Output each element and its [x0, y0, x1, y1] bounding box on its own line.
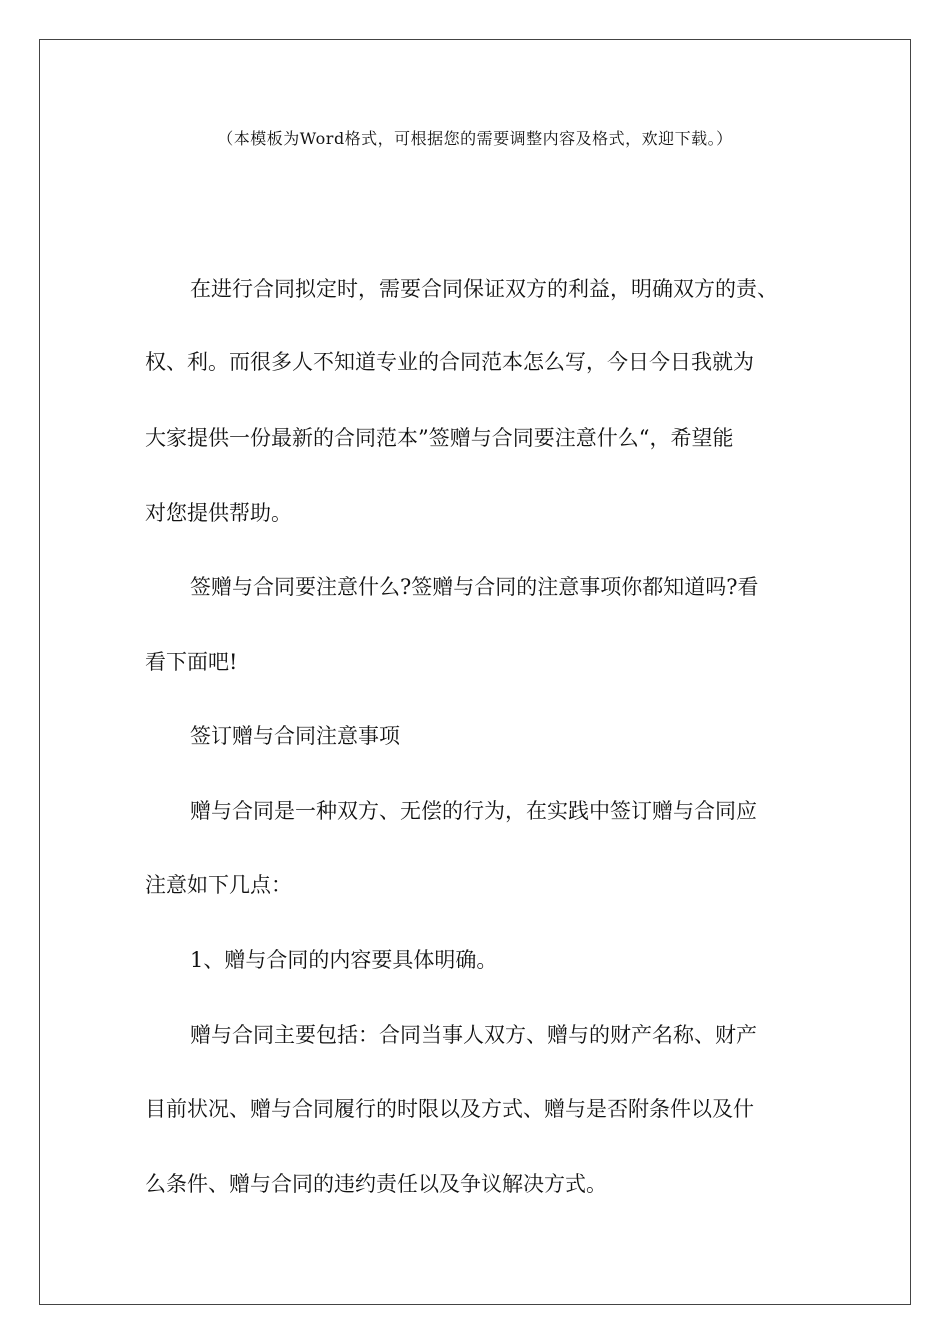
paragraph-6-line-3: 么条件、赠与合同的违约责任以及争议解决方式。: [145, 1172, 607, 1196]
paragraph-1-line-4: 对您提供帮助。: [145, 501, 292, 525]
paragraph-6-line-2: 目前状况、赠与合同履行的时限以及方式、赠与是否附条件以及什: [145, 1097, 754, 1121]
paragraph-1-line-3: 大家提供一份最新的合同范本”签赠与合同要注意什么“，希望能: [145, 426, 734, 450]
paragraph-1-line-2: 权、利。而很多人不知道专业的合同范本怎么写，今日今日我就为: [145, 350, 754, 374]
paragraph-2-line-2: 看下面吧!: [145, 650, 238, 674]
paragraph-2-line-1: 签赠与合同要注意什么?签赠与合同的注意事项你都知道吗?看: [190, 575, 759, 599]
paragraph-1-line-1: 在进行合同拟定时，需要合同保证双方的利益，明确双方的责、: [190, 277, 778, 301]
template-notice: （本模板为Word格式，可根据您的需要调整内容及格式，欢迎下载。）: [217, 129, 733, 148]
section-heading: 签订赠与合同注意事项: [190, 724, 400, 748]
paragraph-4-line-1: 赠与合同是一种双方、无偿的行为，在实践中签订赠与合同应: [190, 799, 757, 823]
paragraph-4-line-2: 注意如下几点：: [145, 873, 292, 897]
numbered-item-1: 1、赠与合同的内容要具体明确。: [190, 948, 498, 972]
paragraph-6-line-1: 赠与合同主要包括：合同当事人双方、赠与的财产名称、财产: [190, 1023, 757, 1047]
